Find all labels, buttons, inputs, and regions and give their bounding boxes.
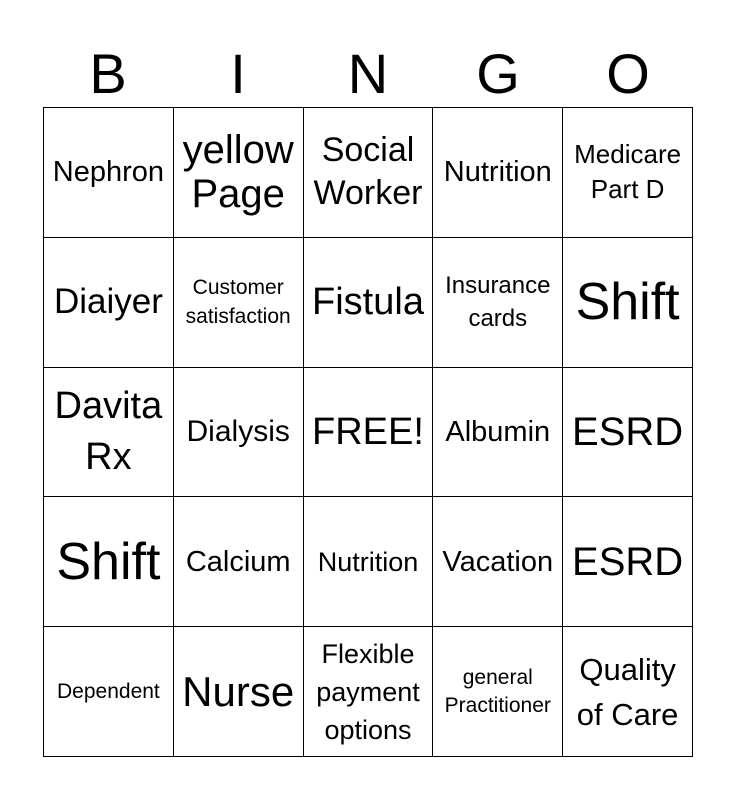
- bingo-cell-text: Dialysis: [186, 414, 290, 448]
- bingo-cell-text: Davita Rx: [54, 384, 163, 478]
- bingo-cell-text: Nutrition: [317, 546, 419, 577]
- bingo-cell: [44, 497, 174, 627]
- bingo-cell-text: general Practitioner: [444, 665, 551, 717]
- bingo-cell: [174, 108, 304, 238]
- bingo-cell-text: Dependent: [57, 679, 160, 703]
- bingo-cell-text: Shift: [575, 273, 680, 332]
- bingo-cell: [433, 238, 563, 368]
- bingo-cell: [304, 497, 434, 627]
- bingo-cell-text: Flexible payment options: [316, 638, 420, 745]
- header-letter-i: I: [230, 42, 246, 105]
- bingo-header: [43, 40, 693, 108]
- bingo-cell: [174, 627, 304, 757]
- bingo-cell: [563, 238, 693, 368]
- free-space: [304, 368, 434, 498]
- bingo-cell-text: Calcium: [185, 545, 291, 578]
- bingo-cell-text: FREE!: [312, 410, 424, 453]
- bingo-cell-text: Shift: [56, 532, 161, 591]
- bingo-cell-text: Insurance cards: [445, 272, 551, 333]
- bingo-cell: [304, 108, 434, 238]
- bingo-cell: [304, 627, 434, 757]
- bingo-cell: [174, 238, 304, 368]
- bingo-cell: [44, 627, 174, 757]
- bingo-cell-text: Customer satisfaction: [185, 276, 291, 329]
- bingo-cell-text: ESRD: [572, 409, 684, 454]
- bingo-cell-text: Medicare Part D: [574, 139, 682, 205]
- bingo-cell: [563, 627, 693, 757]
- bingo-card-grid: [43, 107, 693, 757]
- bingo-cell-text: Diaiyer: [53, 282, 163, 322]
- bingo-cell: [563, 497, 693, 627]
- bingo-cell: [304, 238, 434, 368]
- bingo-cell-text: Nurse: [182, 667, 295, 715]
- header-letter-o: O: [606, 42, 650, 105]
- bingo-cell: [174, 368, 304, 498]
- bingo-cell-text: Quality of Care: [576, 651, 679, 732]
- bingo-cell: [433, 627, 563, 757]
- bingo-cell-text: ESRD: [572, 539, 684, 584]
- bingo-cell-text: Albumin: [445, 415, 551, 448]
- bingo-cell-text: yellow Page: [182, 128, 294, 217]
- header-letter-g: G: [476, 42, 520, 105]
- bingo-cell-text: Vacation: [442, 545, 554, 578]
- header-letter-b: B: [89, 42, 127, 105]
- bingo-cell: [44, 238, 174, 368]
- bingo-cell: [433, 108, 563, 238]
- bingo-cell-text: Social Worker: [313, 131, 423, 213]
- bingo-cell-text: Nephron: [52, 156, 165, 189]
- bingo-cell: [563, 368, 693, 498]
- bingo-cell: [44, 368, 174, 498]
- bingo-cell: [433, 368, 563, 498]
- bingo-cell-text: Nutrition: [443, 156, 552, 189]
- header-letter-n: N: [347, 42, 389, 105]
- bingo-cell: [174, 497, 304, 627]
- bingo-cell: [433, 497, 563, 627]
- bingo-cell: [44, 108, 174, 238]
- bingo-cell-text: Fistula: [312, 281, 424, 324]
- bingo-cell: [563, 108, 693, 238]
